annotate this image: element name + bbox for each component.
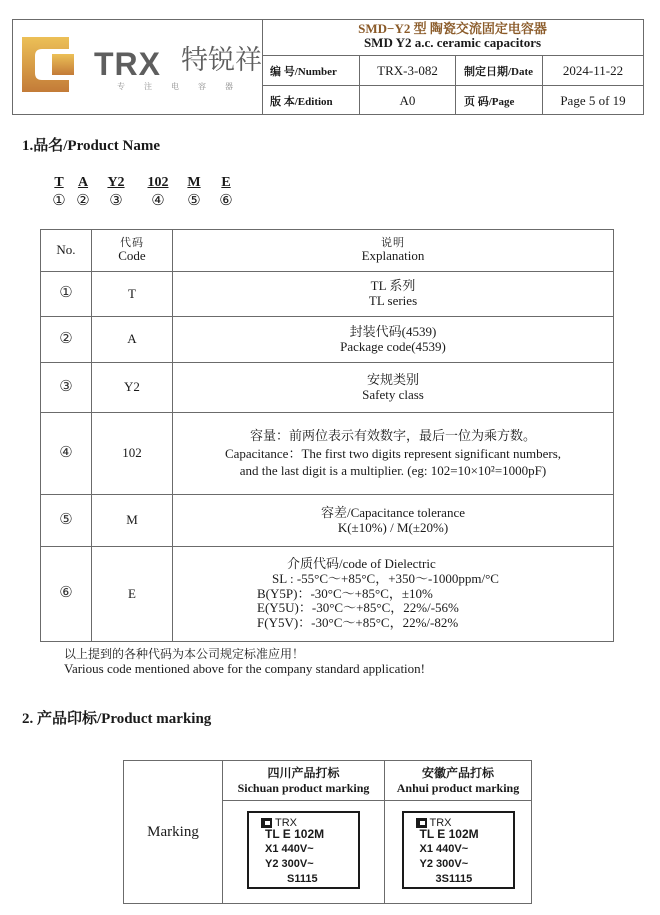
explanation-line: E(Y5U)：-30°C～+85°C，22%/-56% — [257, 600, 459, 616]
header-code-en: Code — [118, 248, 146, 264]
header-explanation-en: Explanation — [361, 248, 425, 264]
row-no: ⑥ — [41, 547, 92, 642]
document-title-en: SMD Y2 a.c. ceramic capacitors — [363, 34, 542, 50]
sichuan-header-cn: 四川产品打标 — [267, 765, 340, 780]
marking-line-1: TL E 102M — [419, 827, 479, 841]
code-part-letter: E — [221, 175, 231, 190]
header-no: No. — [41, 230, 92, 272]
explanation-line: Package code(4539) — [340, 338, 446, 354]
table-row — [41, 317, 614, 363]
row-code: Y2 — [92, 363, 173, 413]
row-no: ① — [41, 272, 92, 317]
header-code — [92, 230, 173, 272]
explanation-line: B(Y5P)：-30°C～+85°C，±10% — [257, 585, 433, 601]
row-no: ④ — [41, 413, 92, 495]
anhui-header — [385, 761, 532, 801]
marking-brand: TRX — [429, 817, 452, 829]
code-part-letter: T — [54, 175, 64, 190]
explanation-line: TL 系列 — [370, 278, 416, 294]
product-code-breakdown — [50, 175, 250, 215]
document-title-cn: SMD−Y2 型 陶瓷交流固定电容器 — [358, 21, 547, 36]
table-row — [41, 495, 614, 547]
header-explanation — [173, 230, 614, 272]
explanation-line: 容差/Capacitance tolerance — [320, 504, 465, 520]
company-logo — [13, 20, 263, 114]
date-label: 制定日期/Date — [456, 56, 543, 85]
explanation-line: 安规类别 — [366, 371, 419, 387]
row-explanation — [173, 272, 614, 317]
code-part-letter: A — [77, 175, 89, 190]
anhui-marking-sample — [402, 811, 515, 889]
row-code: 102 — [92, 413, 173, 495]
explanation-line: 介质代码/code of Dielectric — [287, 555, 436, 571]
anhui-marking-cell — [385, 801, 532, 904]
explanation-line: and the last digit is a multiplier. (eg: 102=10×10²=1000pF) — [239, 463, 547, 479]
anhui-header-cn: 安徽产品打标 — [421, 765, 494, 780]
row-code: M — [92, 495, 173, 547]
explanation-line: F(Y5V)：-30°C～+85°C，22%/-82% — [257, 615, 459, 631]
explanation-line: 容量：前两位表示有效数字，最后一位为乘方数。 — [249, 428, 536, 444]
date-value: 2024-11-22 — [562, 62, 624, 78]
note-en: Various code mentioned above for the company standard application! — [64, 661, 425, 676]
table-row — [41, 413, 614, 495]
row-code: T — [92, 272, 173, 317]
edition-value: A0 — [360, 86, 456, 115]
trx-logo-mark-icon — [22, 37, 85, 92]
marking-line-4: S1115 — [287, 873, 318, 885]
code-part-index: ④ — [151, 193, 165, 209]
section-1-title: 1.品名/Product Name — [22, 138, 161, 154]
explanation-line: 封装代码(4539) — [349, 323, 437, 339]
row-explanation — [173, 317, 614, 363]
header-explanation-cn: 说明 — [381, 235, 405, 249]
sichuan-marking-cell — [223, 801, 385, 904]
code-part-letter: 102 — [147, 175, 169, 190]
explanation-line: Capacitance：The first two digits represent significant numbers, — [224, 445, 562, 461]
marking-brand: TRX — [275, 817, 297, 829]
code-part-index: ⑤ — [187, 193, 201, 209]
row-explanation — [173, 363, 614, 413]
sichuan-header — [223, 761, 385, 801]
logo-brand-cn: 特锐祥 — [181, 45, 262, 76]
header-row-edition-page — [262, 85, 643, 115]
edition-label: 版 本/Edition — [262, 86, 360, 115]
marking-line-3: Y2 300V~ — [265, 858, 314, 870]
code-part-index: ② — [76, 193, 90, 209]
row-no: ⑤ — [41, 495, 92, 547]
section-2-title: 2. 产品印标/Product marking — [22, 711, 212, 727]
marking-line-4: 3S1115 — [435, 873, 473, 885]
page-label: 页 码/Page — [456, 86, 543, 115]
dielectric-list — [257, 557, 499, 632]
number-value: TRX-3-082 — [360, 56, 456, 85]
header-row-number-date — [262, 56, 643, 85]
explanation-line: TL series — [368, 293, 418, 308]
anhui-header-en: Anhui product marking — [396, 780, 520, 795]
code-part-letter: M — [187, 175, 201, 190]
explanation-line: SL : -55°C～+85°C，+350～-1000ppm/°C — [272, 570, 499, 586]
logo-tagline: 专注电容器 — [117, 82, 252, 91]
explanation-line: Safety class — [362, 386, 424, 402]
page-value: Page 5 of 19 — [560, 92, 626, 108]
sichuan-marking-sample — [247, 811, 360, 889]
row-no: ③ — [41, 363, 92, 413]
table-header-row — [41, 230, 614, 272]
marking-line-2: X1 440V~ — [419, 843, 469, 855]
row-code: A — [92, 317, 173, 363]
marking-line-1: TL E 102M — [265, 827, 325, 841]
marking-header-row — [124, 761, 532, 801]
row-code: E — [92, 547, 173, 642]
sichuan-header-en: Sichuan product marking — [237, 780, 370, 795]
table-row — [41, 272, 614, 317]
number-label: 编 号/Number — [262, 56, 360, 85]
header-info — [262, 20, 643, 114]
row-explanation — [173, 547, 614, 642]
product-name-table — [40, 229, 614, 642]
row-explanation — [173, 495, 614, 547]
code-part-index: ⑥ — [219, 193, 233, 209]
document-header — [12, 19, 644, 115]
table-row — [41, 547, 614, 642]
logo-brand-text: TRX — [94, 46, 161, 82]
code-part-index: ① — [52, 193, 66, 209]
code-part-index: ③ — [109, 193, 123, 209]
marking-row-label: Marking — [124, 761, 223, 904]
code-part-letter: Y2 — [107, 175, 125, 190]
marking-line-2: X1 440V~ — [265, 843, 314, 855]
header-code-cn: 代码 — [120, 235, 144, 249]
product-marking-table — [123, 760, 532, 904]
note-cn: 以上提到的各种代码为本公司规定标准应用！ — [64, 647, 305, 661]
document-title — [262, 20, 643, 56]
row-no: ② — [41, 317, 92, 363]
table-row — [41, 363, 614, 413]
explanation-line: K(±10%) / M(±20%) — [337, 519, 449, 535]
row-explanation — [173, 413, 614, 495]
marking-line-3: Y2 300V~ — [419, 858, 469, 870]
